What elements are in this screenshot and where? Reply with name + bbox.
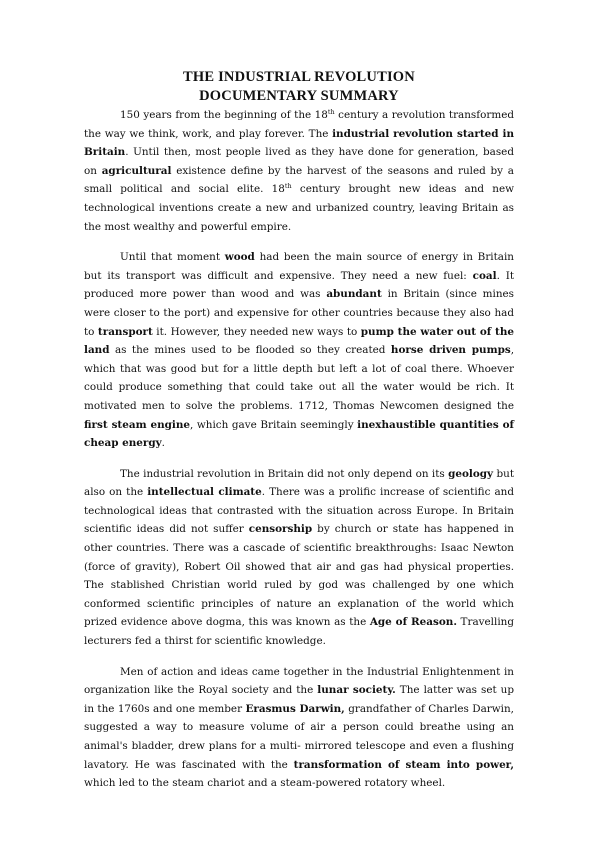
document-page: [84, 68, 514, 805]
text-run: .: [161, 437, 165, 450]
text-run: Travelling lecturers fed a thirst for scientific knowledge.: [84, 616, 514, 648]
text-run: . Until then, most people lived as they have done for generation, based on: [84, 146, 514, 177]
bold-phrase: first steam engine: [84, 418, 191, 431]
bold-phrase: lunar society.: [317, 684, 396, 697]
bold-phrase: pump the water out of the land: [84, 325, 515, 357]
paragraph-3: [84, 465, 514, 651]
text-run: 150 years from the beginning of the 18: [120, 109, 328, 121]
text-run: had been the main source of energy in Britain but its transport was difficult and expensive. They need a new fuel:: [84, 251, 514, 282]
bold-phrase: intellectual climate: [147, 486, 262, 499]
text-run: . There was a prolific increase of scientific and technological ideas that contrasted with the situation across Europe. In Britain scientific ideas did not suffer: [84, 486, 514, 536]
document-title: [84, 68, 514, 106]
bold-phrase: abundant: [326, 288, 382, 301]
paragraph-1: [84, 106, 514, 236]
bold-phrase: transport: [97, 325, 153, 338]
text-run: century brought new ideas and new technological inventions create a new and urbanized country, leaving Britain as the most wealthy and powerful empire.: [84, 183, 514, 233]
paragraph-2: [84, 248, 514, 453]
text-run: The latter was set up in the 1760s and one member: [84, 684, 514, 715]
bold-phrase: Erasmus Darwin,: [245, 702, 345, 715]
text-run: but also on the: [84, 467, 514, 499]
superscript: th: [327, 108, 335, 116]
title-line-2: DOCUMENTARY SUMMARY: [199, 88, 399, 104]
bold-phrase: wood: [224, 251, 255, 264]
text-run: existence define by the harvest of the seasons and ruled by a small political and social elite. 18: [84, 164, 514, 196]
superscript: th: [284, 182, 292, 191]
text-run: grandfather of Charles Darwin, suggested a way to measure volume of air a person could breathe using an animal's bladder, drew plans for a multi- mirrored telescope and even a flushing lavatory. He was fascinated with the: [84, 702, 514, 771]
bold-phrase: censorship: [248, 523, 313, 536]
text-run: Until that moment: [120, 251, 225, 264]
bold-phrase: agricultural: [101, 164, 172, 177]
text-run: in Britain (since mines were closer to the port) and expensive for other countries because they also had to: [84, 288, 514, 338]
bold-phrase: geology: [448, 467, 494, 480]
paragraph-4: [84, 663, 514, 793]
bold-phrase: coal: [472, 269, 497, 282]
text-run: it. However, they needed new ways to: [152, 325, 361, 338]
text-run: , which that was good but for a little depth but left a lot of coal there. Whoever could produce something that could take out all the water would be rich. It motivated men to solve the problems. 1712, Thomas Newcomen designed the: [84, 344, 514, 412]
text-run: Men of action and ideas came together in the Industrial Enlightenment in organization like the Royal society and the: [84, 665, 514, 697]
text-run: . It produced more power than wood and was: [84, 269, 514, 301]
bold-phrase: transformation of steam into power,: [293, 758, 515, 771]
bold-phrase: Age of Reason.: [369, 616, 457, 629]
text-run: century a revolution transformed the way we think, work, and play forever. The: [84, 109, 514, 140]
text-run: The industrial revolution in Britain did not only depend on its: [120, 467, 449, 480]
bold-phrase: industrial revolution started in Britain: [84, 127, 515, 159]
bold-phrase: inexhaustible quantities of cheap energy: [84, 418, 514, 450]
title-line-1: THE INDUSTRIAL REVOLUTION: [183, 69, 415, 85]
text-run: , which gave Britain seemingly: [190, 418, 358, 431]
document-body: [84, 106, 514, 793]
text-run: which led to the steam chariot and a steam-powered rotatory wheel.: [84, 777, 446, 790]
bold-phrase: horse driven pumps: [390, 344, 511, 357]
text-run: as the mines used to be flooded so they created: [109, 344, 391, 357]
text-run: by church or state has happened in other countries. There was a cascade of scientific breakthroughs: Isaac Newton (force of gravity), Robert Oil showed that air and gas had physical properties. The stablished Christian world ruled by god was challenged by one which conformed scientific principles of nature an explanation of the world which prized evidence above dogma, this was known as the: [84, 523, 514, 629]
